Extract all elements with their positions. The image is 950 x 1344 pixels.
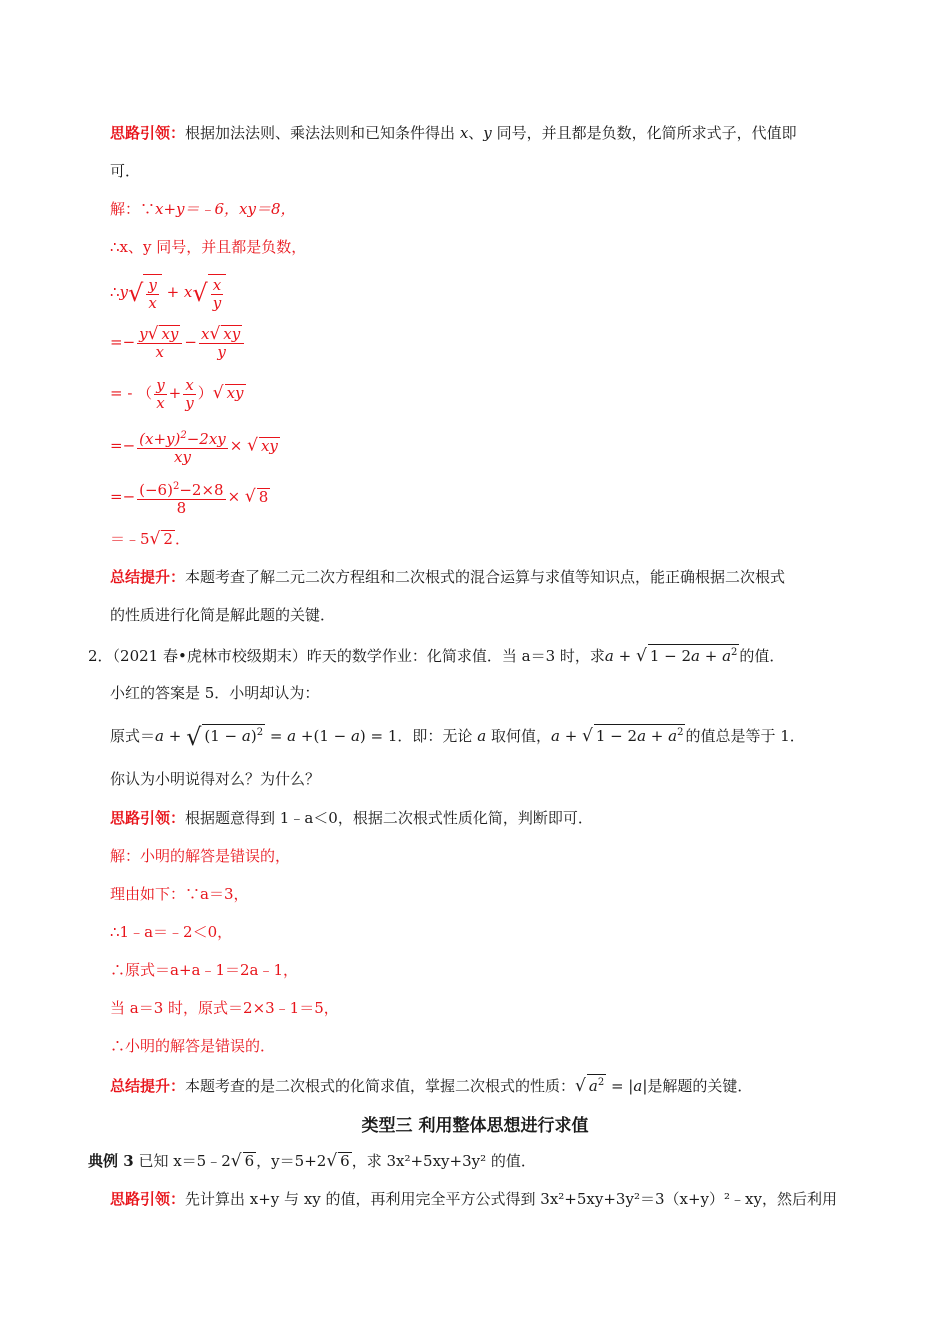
- expr-step-5: =− $\frac{(-6)^2-2\times 8}{8}$ × √ 8: [110, 478, 270, 517]
- hint-text: 根据加法法则、乘法法则和已知条件得出: [185, 124, 456, 142]
- section-title: 类型三 利用整体思想进行求值: [361, 1116, 589, 1136]
- xiaoming-claim: 原式＝a + √ $(1 - a)^2 = a +(1 - a) = 1$．即：无论 a 取何值，a + √ $1 - 2a + a^2$ 的值总是等于 1．: [110, 723, 805, 751]
- solution-2-line-1: 解：小明的解答是错误的，: [110, 847, 291, 865]
- expr-result: ＝﹣5√ 2 ．: [110, 529, 190, 549]
- solution-given: 解：∵x+y＝﹣6，xy＝8，: [110, 200, 296, 218]
- hint-line-1: 思路引领：根据加法法则、乘法法则和已知条件得出 x、y 同号，并且都是负数，化简所求式子，代值即: [110, 124, 797, 142]
- summary-label: 总结提升：: [110, 568, 186, 586]
- solution-same-sign: ∴x、y 同号，并且都是负数，: [110, 238, 307, 256]
- hint-label: 思路引领：: [110, 124, 186, 142]
- solution-2-line-5: 当 a＝3 时，原式＝2×3﹣1＝5，: [110, 999, 339, 1017]
- summary-line-1: 总结提升：本题考查了解二元二次方程组和二次根式的混合运算与求值等知识点，能正确根据二次根式: [110, 568, 786, 586]
- question: 你认为小明说得对么？为什么？: [110, 770, 321, 788]
- expr-step-1: ∴y√ $\frac{y}{x}$ + x√ $\frac{x}{y}$: [110, 274, 226, 312]
- expr-step-4: =− $\frac{(x+y)^2-2xy}{xy}$ × √ xy: [110, 427, 280, 466]
- summary-2: 总结提升：本题考查的是二次根式的化简求值，掌握二次根式的性质：√ $a^2 = |a|$是解题的关键．: [110, 1076, 753, 1096]
- expr-step-3: = - （ $\frac{y}{x}$ + $\frac{x}{y}$ ）√ xy: [110, 375, 244, 412]
- solution-2-line-3: ∴1﹣a＝﹣2＜0，: [110, 923, 233, 941]
- xiaohong-answer: 小红的答案是 5．小明却认为：: [110, 684, 320, 702]
- expr-step-2: =− $\frac{y√ xy}{x}$ − $\frac{x√ xy}{y}$: [110, 324, 246, 361]
- solution-2-line-6: ∴小明的解答是错误的．: [110, 1037, 276, 1055]
- solution-2-line-4: ∴原式＝a+a﹣1＝2a﹣1，: [110, 961, 299, 979]
- hint-line-2: 可．: [110, 162, 141, 180]
- solution-2-line-2: 理由如下：∵a＝3，: [110, 885, 249, 903]
- summary-line-2: 的性质进行化简是解此题的关键．: [110, 606, 336, 624]
- example-3: 典例 3 已知 x＝5﹣2√ 6 ，y＝5+2√ 6 ，求 3x²+5xy+3y² 的值．: [88, 1151, 536, 1171]
- hint-3: 思路引领：先计算出 x+y 与 xy 的值，再利用完全平方公式得到 3x²+5xy+3y²＝3（x+y）²﹣xy，然后利用: [110, 1190, 837, 1208]
- problem-2-stem: 2．（2021 春•虎林市校级期末）昨天的数学作业：化简求值．当 a＝3 时，求a + √ $1 - 2a + a^2$ 的值．: [88, 646, 785, 666]
- hint-2: 思路引领：根据题意得到 1﹣a＜0，根据二次根式性质化简，判断即可．: [110, 809, 593, 827]
